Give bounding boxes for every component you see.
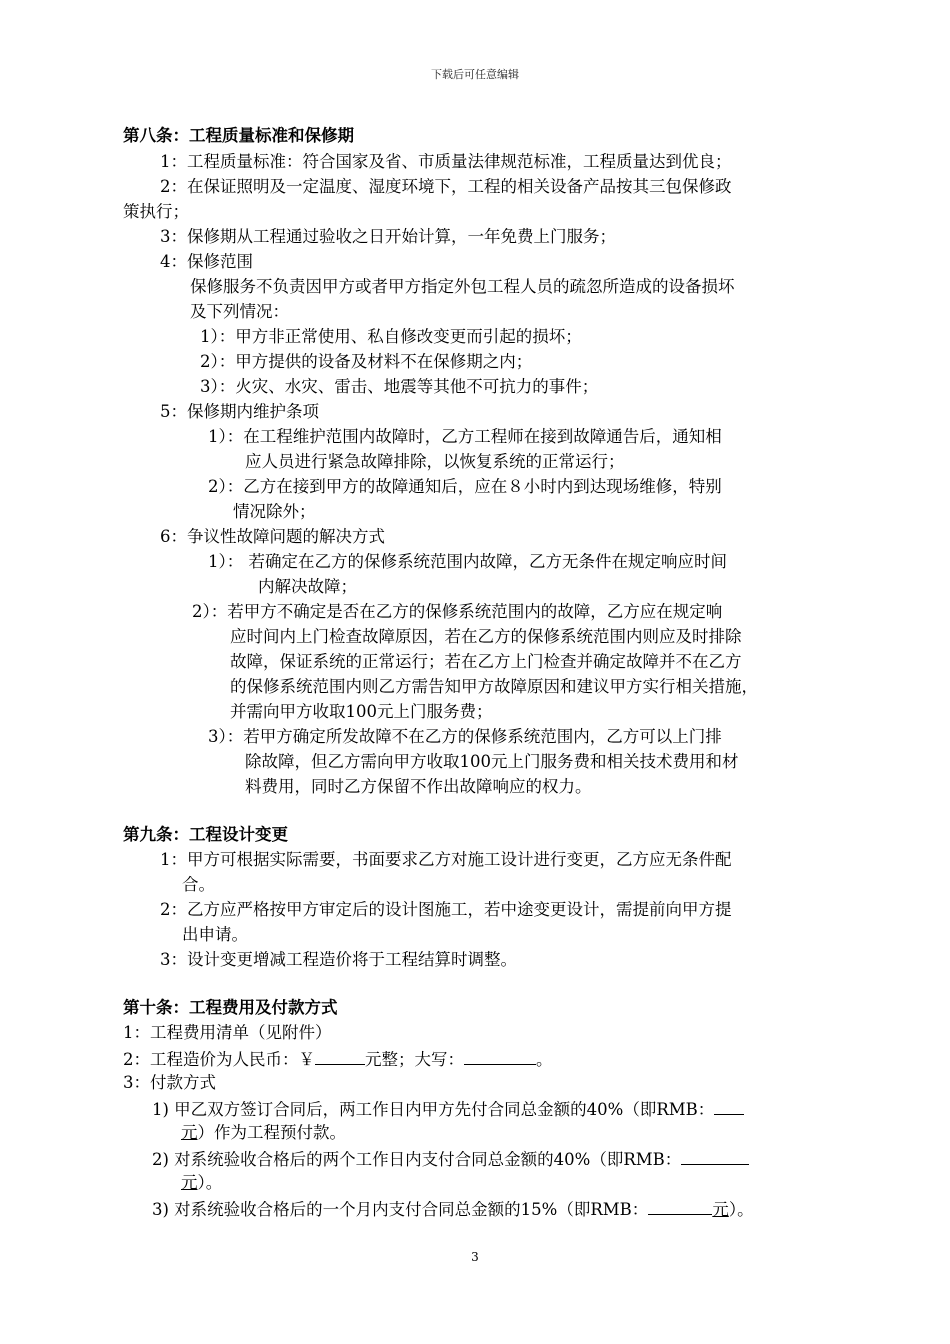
article-9-item-1-line-2: 合。	[182, 875, 215, 894]
article-10-item-1: 1：工程费用清单（见附件）	[123, 1023, 332, 1042]
article-8-item-4-sub-1: 1）：甲方非正常使用、私自修改变更而引起的损坏；	[200, 327, 582, 346]
article-8-item-4-sub-3: 3）：火灾、水灾、雷击、地震等其他不可抗力的事件；	[200, 377, 599, 396]
article-8-item-6: 6：争议性故障问题的解决方式	[160, 527, 385, 546]
article-8-item-3: 3：保修期从工程通过验收之日开始计算，一年免费上门服务；	[160, 227, 616, 246]
article-9-item-2-line-2: 出申请。	[182, 925, 248, 944]
article-8-item-6-sub-2-line-1: 2）：若甲方不确定是否在乙方的保修系统范围内的故障，乙方应在规定响	[192, 602, 723, 621]
article-10-item-3: 3：付款方式	[123, 1073, 216, 1092]
payment-1-line-2	[181, 1125, 346, 1142]
payment-2-text: 2) 对系统验收合格后的两个工作日内支付合同总金额的40%（即RMB：	[152, 1150, 682, 1169]
payment-3-line	[152, 1200, 754, 1219]
payment-3-tail: ）。	[728, 1200, 754, 1219]
payment-1-text: 1) 甲乙双方签订合同后，两工作日内甲方先付合同总金额的40%（即RMB：	[152, 1100, 715, 1119]
article-8-item-2-line-1: 2：在保证照明及一定温度、湿度环境下，工程的相关设备产品按其三包保修政	[160, 177, 732, 196]
article-8-item-6-sub-1-line-2: 内解决故障；	[258, 577, 357, 596]
payment-2-tail: ）。	[197, 1173, 223, 1192]
payment-2-amount-blank[interactable]	[681, 1150, 749, 1165]
article-8-item-1: 1：工程质量标准：符合国家及省、市质量法律规范标准，工程质量达到优良；	[160, 152, 732, 171]
article-8-item-5: 5：保修期内维护条项	[160, 402, 319, 421]
price-unit-label: 元整；大写：	[365, 1050, 464, 1069]
page-number: 3	[471, 1250, 479, 1264]
payment-1-currency: 元	[181, 1123, 198, 1142]
article-9-item-1-line-1: 1：甲方可根据实际需要，书面要求乙方对施工设计进行变更，乙方应无条件配	[160, 850, 732, 869]
article-9-item-2-line-1: 2：乙方应严格按甲方审定后的设计图施工，若中途变更设计，需提前向甲方提	[160, 900, 732, 919]
article-8-item-6-sub-2-line-4: 的保修系统范围内则乙方需告知甲方故障原因和建议甲方实行相关措施，	[230, 677, 758, 696]
price-uppercase-blank[interactable]	[464, 1050, 536, 1065]
price-amount-blank[interactable]	[315, 1050, 365, 1065]
article-8-item-6-sub-3-line-2: 除故障，但乙方需向甲方收取100元上门服务费和相关技术费用和材	[245, 752, 739, 771]
article-8-item-6-sub-2-line-5: 并需向甲方收取100元上门服务费；	[230, 702, 493, 721]
article-8-item-6-sub-3-line-1: 3）：若甲方确定所发故障不在乙方的保修系统范围内，乙方可以上门排	[208, 727, 722, 746]
article-8-item-5-sub-2-line-1: 2）：乙方在接到甲方的故障通知后，应在８小时内到达现场维修，特别	[208, 477, 722, 496]
page-header: 下载后可任意编辑	[431, 68, 519, 81]
article-8-item-5-sub-2-line-2: 情况除外；	[233, 502, 316, 521]
article-8-item-4-sub-2: 2）：甲方提供的设备及材料不在保修期之内；	[200, 352, 533, 371]
payment-1-amount-blank[interactable]	[714, 1100, 744, 1115]
article-9-title: 第九条：工程设计变更	[123, 825, 288, 844]
price-end-mark: 。	[536, 1050, 553, 1069]
article-8-item-4-text-2: 及下列情况：	[190, 302, 289, 321]
article-8-item-2-line-2: 策执行；	[123, 202, 189, 221]
payment-2-line-1	[152, 1150, 749, 1169]
article-10-item-2	[123, 1050, 553, 1069]
article-8-item-4-text-1: 保修服务不负责因甲方或者甲方指定外包工程人员的疏忽所造成的设备损坏	[190, 277, 735, 296]
article-8-title: 第八条：工程质量标准和保修期	[123, 126, 354, 145]
article-8-item-5-sub-1-line-2: 应人员进行紧急故障排除，以恢复系统的正常运行；	[245, 452, 625, 471]
payment-2-line-2	[181, 1175, 222, 1192]
payment-1-line-1	[152, 1100, 744, 1119]
article-9-item-3: 3：设计变更增减工程造价将于工程结算时调整。	[160, 950, 517, 969]
payment-3-amount-blank[interactable]	[648, 1200, 712, 1215]
payment-2-currency: 元	[181, 1173, 198, 1192]
price-label: 2：工程造价为人民币：￥	[123, 1050, 315, 1069]
payment-3-text: 3) 对系统验收合格后的一个月内支付合同总金额的15%（即RMB：	[152, 1200, 649, 1219]
article-8-item-5-sub-1-line-1: 1）：在工程维护范围内故障时，乙方工程师在接到故障通告后，通知相	[208, 427, 722, 446]
article-8-item-6-sub-2-line-3: 故障，保证系统的正常运行；若在乙方上门检查并确定故障并不在乙方	[230, 652, 742, 671]
article-8-item-6-sub-1-line-1: 1）： 若确定在乙方的保修系统范围内故障，乙方无条件在规定响应时间	[208, 552, 727, 571]
payment-1-tail: ）作为工程预付款。	[197, 1123, 346, 1142]
article-8-item-6-sub-2-line-2: 应时间内上门检查故障原因，若在乙方的保修系统范围内则应及时排除	[230, 627, 742, 646]
payment-3-currency: 元	[712, 1200, 729, 1219]
article-8-item-6-sub-3-line-3: 料费用，同时乙方保留不作出故障响应的权力。	[245, 777, 592, 796]
article-10-title: 第十条：工程费用及付款方式	[123, 998, 338, 1017]
article-8-item-4: 4：保修范围	[160, 252, 253, 271]
